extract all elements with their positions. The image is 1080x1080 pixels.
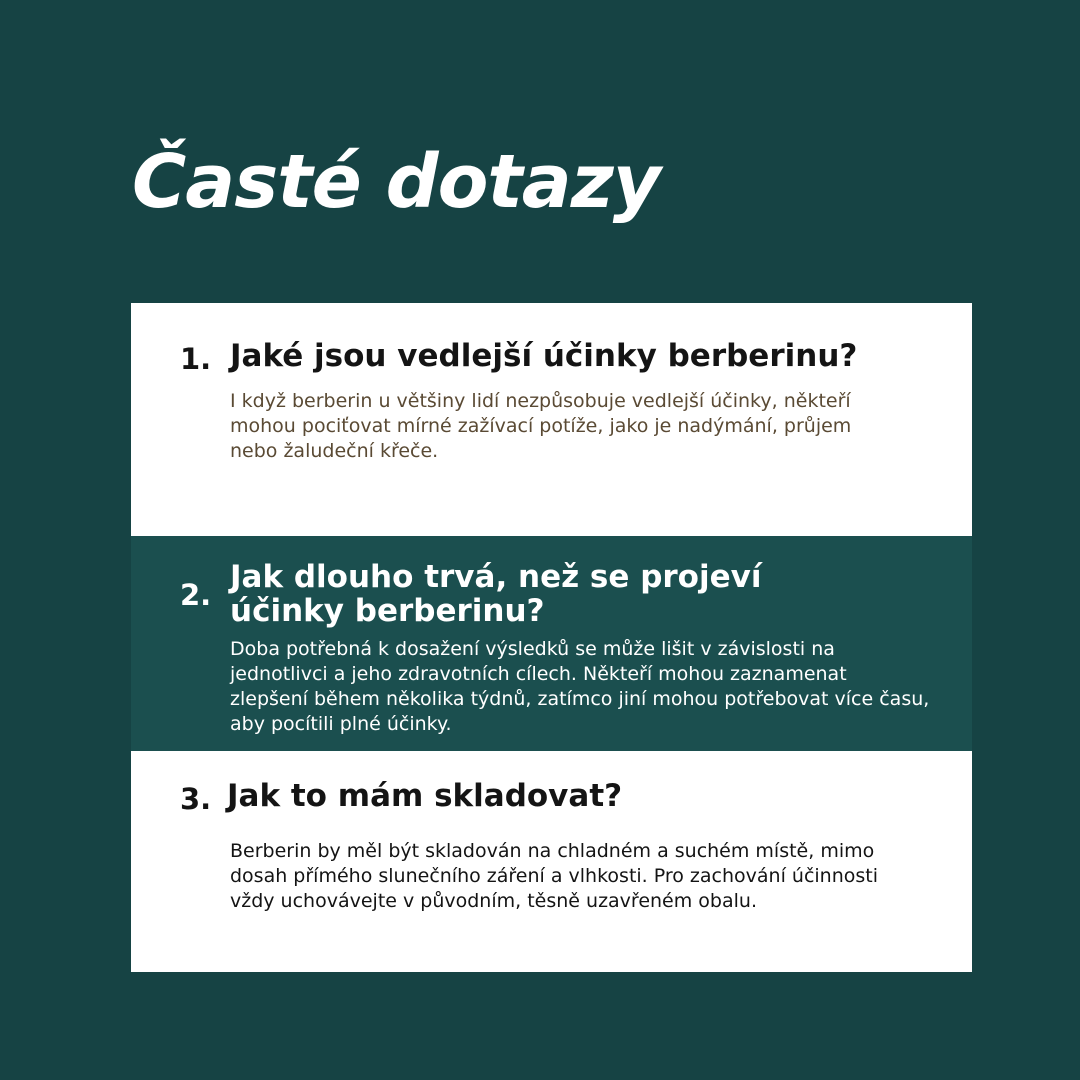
faq-item-2 <box>131 536 972 751</box>
faq-question-2 <box>230 560 761 628</box>
faq-item-3 <box>131 751 972 972</box>
faq-answer-1: I když berberin u většiny lidí nezpůsobuje vedlejší účinky, někteří mohou pociťovat mírné zažívací potíže, jako je nadýmání, průjem nebo žaludeční křeče. <box>230 390 852 462</box>
faq-question-3: Jak to mám skladovat? <box>227 778 623 814</box>
faq-answer-3: Berberin by měl být skladován na chladném a suchém místě, mimo dosah přímého slunečního záření a vlhkosti. Pro zachování účinnosti vždy uchovávejte v původním, těsně uzavřeném obalu. <box>230 840 879 912</box>
faq-question-2-line-1: Jak dlouho trvá, než se projeví <box>230 559 762 595</box>
faq-number-3: 3. <box>180 782 212 816</box>
faq-number-1: 1. <box>180 342 212 376</box>
page-title: Časté dotazy <box>132 139 661 225</box>
faq-list <box>131 303 972 972</box>
faq-item-1 <box>131 303 972 536</box>
faq-answer-2: Doba potřebná k dosažení výsledků se může lišit v závislosti na jednotlivci a jeho zdravotních cílech. Někteří mohou zaznamenat zlepšení během několika týdnů, zatímco jiní mohou potřebovat více času, aby pocítili plné účinky. <box>230 638 930 735</box>
faq-question-2-line-2: účinky berberinu? <box>230 593 545 629</box>
faq-number-2: 2. <box>180 578 212 612</box>
faq-question-1: Jaké jsou vedlejší účinky berberinu? <box>230 338 858 374</box>
